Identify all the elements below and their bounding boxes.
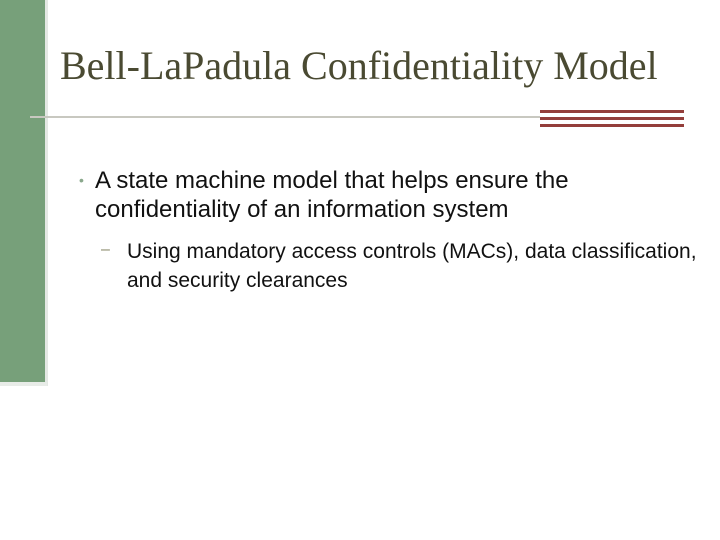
- bullet-marker: •: [79, 172, 84, 188]
- sub-bullet-marker: –: [101, 241, 110, 258]
- bullet-item: [79, 166, 699, 224]
- slide-title: Bell-LaPadula Confidentiality Model: [60, 43, 658, 88]
- sub-bullet-item: [101, 237, 701, 295]
- bullet-text: A state machine model that helps ensure the confidentiality of an information system: [95, 167, 569, 223]
- sub-bullet-text: Using mandatory access controls (MACs), data classification, and security clearances: [127, 240, 697, 292]
